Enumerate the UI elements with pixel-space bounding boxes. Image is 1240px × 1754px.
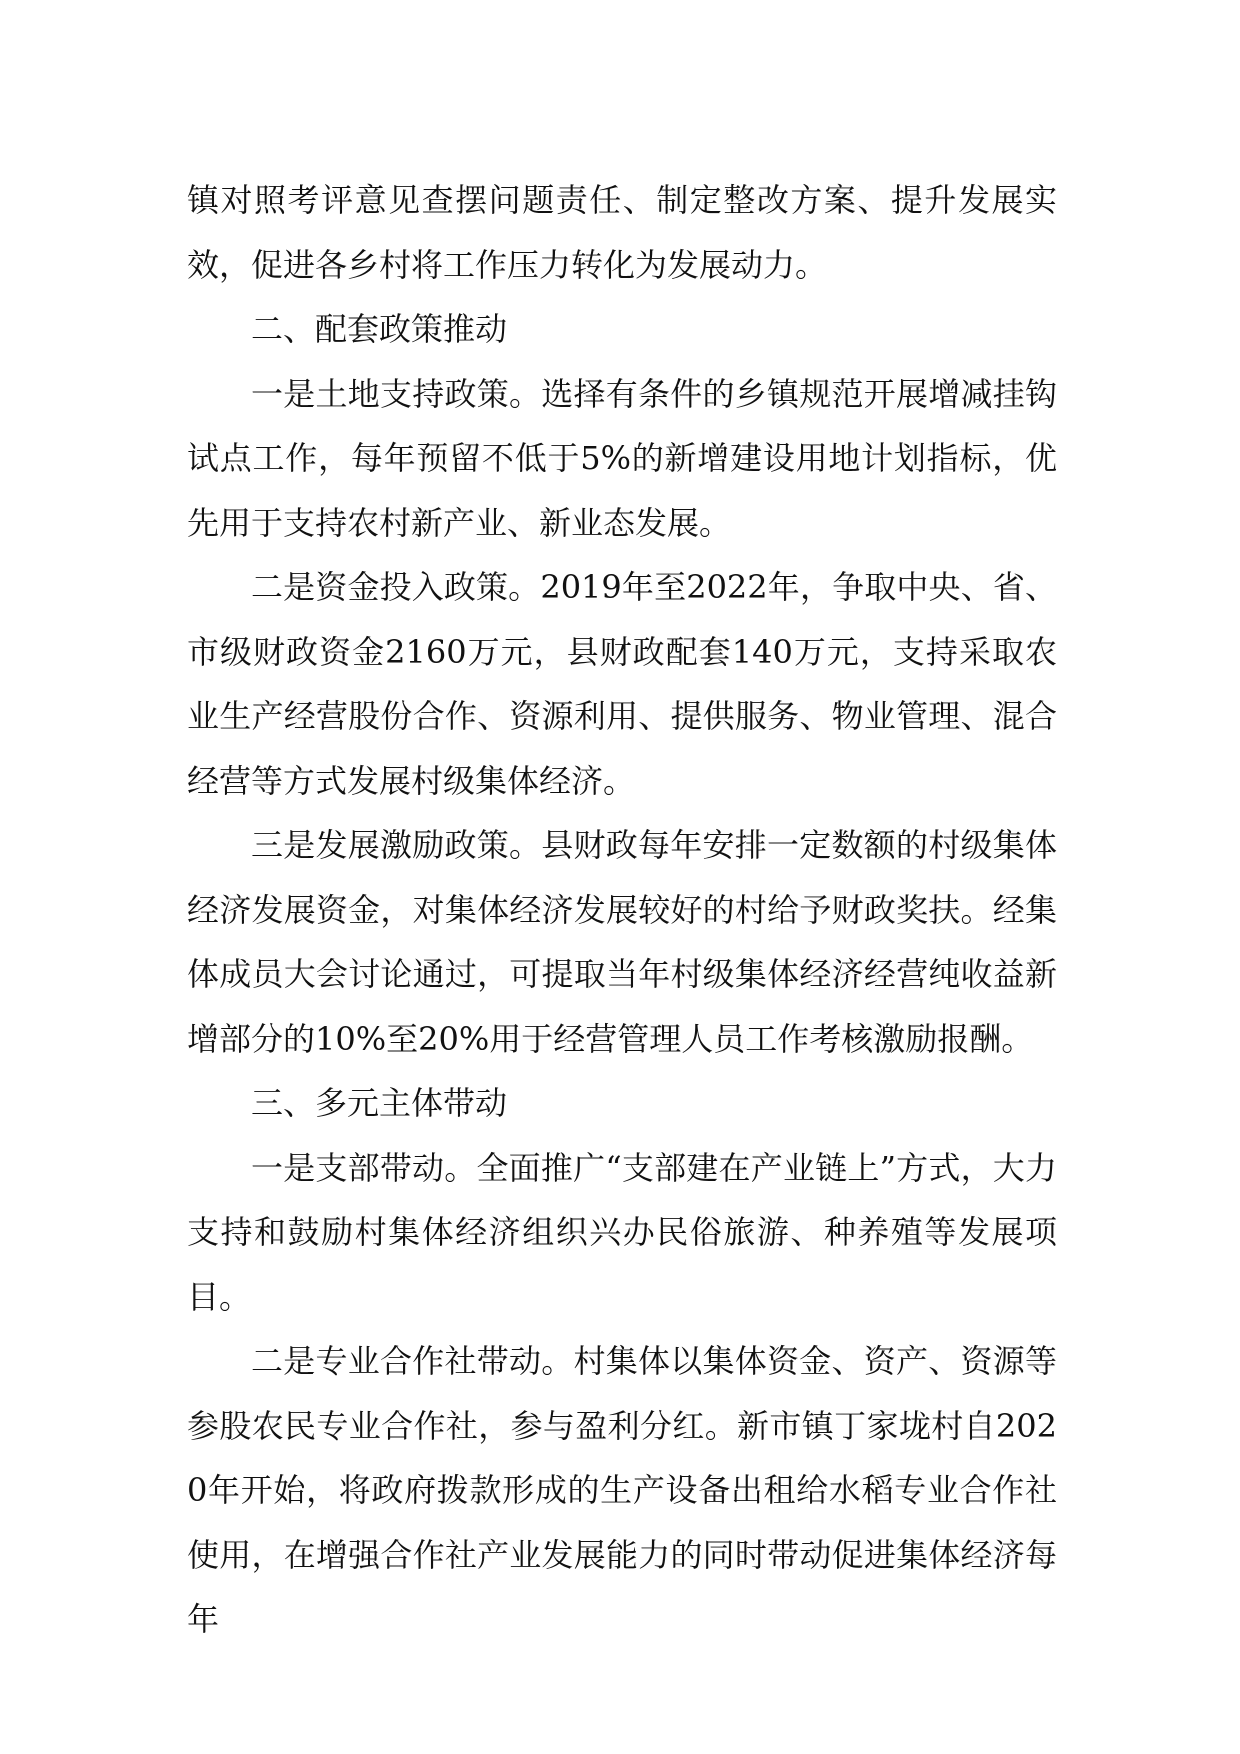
paragraph-branch-driving: 一是支部带动。全面推广“支部建在产业链上”方式，大力支持和鼓励村集体经济组织兴办民俗旅游、种养殖等发展项目。 <box>187 1148 1057 1316</box>
paragraph-funding-policy: 二是资金投入政策。2019年至2022年，争取中央、省、市级财政资金2160万元，县财政配套140万元，支持采取农业生产经营股份合作、资源利用、提供服务、物业管理、混合经营等方式发展村级集体经济。 <box>187 568 1057 800</box>
section-heading-policy-support: 二、配套政策推动 <box>251 310 508 348</box>
paragraph-cooperative-driving: 二是专业合作社带动。村集体以集体资金、资产、资源等参股农民专业合作社，参与盈利分红。新市镇丁家垅村自2020年开始，将政府拨款形成的生产设备出租给水稻专业合作社使用，在增强合作社产业发展能力的同时带动促进集体经济每年 <box>187 1342 1057 1638</box>
paragraph-continuation: 镇对照考评意见查摆问题责任、制定整改方案、提升发展实效，促进各乡村将工作压力转化为发展动力。 <box>187 181 1057 284</box>
section-heading-multi-driver: 三、多元主体带动 <box>251 1084 508 1122</box>
paragraph-incentive-policy: 三是发展激励政策。县财政每年安排一定数额的村级集体经济发展资金，对集体经济发展较好的村给予财政奖扶。经集体成员大会讨论通过，可提取当年村级集体经济经营纯收益新增部分的10%至20%用于经营管理人员工作考核激励报酬。 <box>187 826 1057 1058</box>
paragraph-land-policy: 一是土地支持政策。选择有条件的乡镇规范开展增减挂钩试点工作，每年预留不低于5%的新增建设用地计划指标，优先用于支持农村新产业、新业态发展。 <box>187 374 1057 542</box>
document-body <box>187 168 1057 1652</box>
